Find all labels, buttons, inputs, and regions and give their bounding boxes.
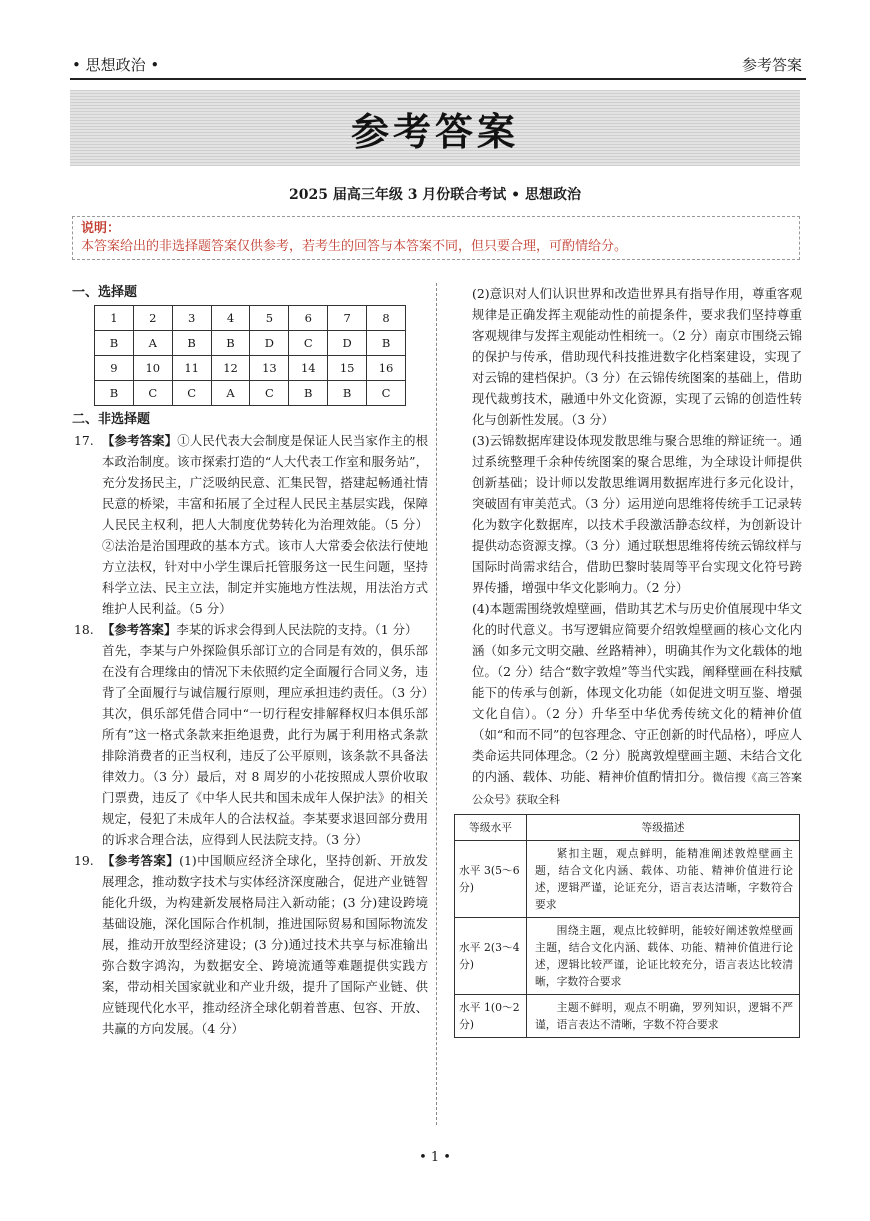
grade-level: 水平 2(3～4 分) (455, 918, 527, 995)
answer-text: (1)中国顺应经济全球化，坚持创新、开放发展理念，推动数字技术与实体经济深度融合，促进产业链智能化升级，为构建新发展格局注入新动能；(3 分)建设跨境基础设施，深化国际合作机制，推进国际贸易和国际物流发展，推动开放型经济建设；(3 分)通过技术共享与标准输出弥合数字鸿沟，为数据安全、跨境流通等难题提供实践方案，带动相关国家就业和产业升级，提升了国际产业链、供应链现代化水平，推动经济全球化朝着普惠、包容、开放、共赢的方向发展。（4 分） (102, 853, 428, 1036)
table-cell: D (328, 331, 367, 356)
answer-tag: 【参考答案】 (102, 433, 178, 448)
table-cell: 7 (328, 306, 367, 331)
column-divider (436, 283, 437, 1125)
table-cell: B (211, 331, 250, 356)
exam-title: 2025 届高三年级 3 月份联合考试 • 思想政治 (288, 187, 582, 203)
table-cell: 3 (172, 306, 211, 331)
question-19-answer (72, 850, 428, 1039)
answer-text: ①人民代表大会制度是保证人民当家作主的根本政治制度。该市探索打造的“人大代表工作室和服务站”，充分发扬民主，广泛吸纳民意、汇集民智，搭建起畅通社情民意的桥梁，丰富和拓展了全过程人民民主基层实践，保障人民民主权利，把人大制度优势转化为治理效能。（5 分）②法治是治国理政的基本方式。该市人大常委会依法行使地方立法权，针对中小学生课后托管服务这一民生问题，坚持科学立法、民主立法，制定并实施地方性法规，用法治方式维护人民利益。（5 分） (102, 433, 429, 616)
answer-tag: 【参考答案】 (102, 622, 177, 637)
left-column (72, 283, 428, 1039)
table-cell: 8 (367, 306, 406, 331)
table-cell: D (250, 331, 289, 356)
answer-text: 李某的诉求会得到人民法院的支持。（1 分） (176, 622, 418, 637)
table-cell: 13 (250, 356, 289, 381)
page-number: • 1 • (419, 1150, 451, 1165)
table-cell: 2 (133, 306, 172, 331)
grade-level: 水平 1(0～2 分) (455, 995, 527, 1038)
table-cell: C (172, 381, 211, 406)
header-description: 等级描述 (527, 815, 800, 841)
question-number: 18. (74, 622, 94, 637)
table-cell: 5 (250, 306, 289, 331)
table-cell: 14 (289, 356, 328, 381)
note-text: 本答案给出的非选择题答案仅供参考，若考生的回答与本答案不同，但只要合理，可酌情给分。 (81, 239, 628, 254)
table-cell: C (250, 381, 289, 406)
question-19-part-4 (446, 598, 802, 810)
table-cell: B (367, 331, 406, 356)
table-cell: 11 (172, 356, 211, 381)
question-19-part-2: (2)意识对人们认识世界和改造世界具有指导作用，尊重客观规律是正确发挥主观能动性的前提条件，要求我们坚持尊重客观规律与发挥主观能动性相统一。（2 分）南京市围绕云锦的保护与传承，借助现代科技推进数字化档案建设，实现了对云锦的建档保护。（3 分）在云锦传统图案的基础上，借助现代裁剪技术，融通中外文化资源，实现了云锦的创造性转化与创新性发展。（3 分） (472, 286, 802, 427)
table-cell: 4 (211, 306, 250, 331)
table-cell: 9 (95, 356, 134, 381)
table-cell: B (289, 381, 328, 406)
title-banner (70, 90, 800, 166)
banner-title: 参考答案 (350, 109, 519, 154)
question-18-answer (72, 619, 428, 640)
table-cell: 12 (211, 356, 250, 381)
table-row (95, 381, 406, 406)
table-cell: 15 (328, 356, 367, 381)
grade-level: 水平 3(5～6 分) (455, 841, 527, 918)
part-4-text: (4)本题需围绕敦煌壁画，借助其艺术与历史价值展现中华文化的时代意义。书写逻辑应简要介绍敦煌壁画的核心文化内涵（如多元文明交融、丝路精神），明确其作为文化载体的地位。（2 分）结合“数字敦煌”等当代实践，阐释壁画在科技赋能下的传承与创新，体现文化功能（如促进文明互鉴、增强文化自信）。（2 分）升华至中华优秀传统文化的精神价值（如“和而不同”的包容理念、守正创新的时代品格），呼应人类命运共同体理念。（2 分）脱离敦煌壁画主题、未结合文化的内涵、载体、功能、精神价值酌情扣分。 (472, 601, 802, 784)
table-cell: 6 (289, 306, 328, 331)
table-row (455, 841, 800, 918)
grade-description: 主题不鲜明，观点不明确，罗列知识，逻辑不严谨，语言表达不清晰，字数不符合要求 (527, 995, 800, 1038)
section-subjective-title: 二、非选择题 (72, 412, 151, 427)
grade-description: 围绕主题，观点比较鲜明，能较好阐述敦煌壁画主题，结合文化内涵、载体、功能、精神价值进行论述，逻辑比较严谨，论证比较充分，语言表达比较清晰，字数符合要求 (527, 918, 800, 995)
table-header-row (455, 815, 800, 841)
note-label: 说明： (81, 221, 121, 236)
question-number: 19. (74, 853, 94, 868)
table-cell: A (133, 331, 172, 356)
table-cell: C (367, 381, 406, 406)
choice-answer-table (94, 305, 406, 406)
answer-tag: 【参考答案】 (102, 853, 180, 868)
grading-table (454, 814, 800, 1038)
table-cell: B (328, 381, 367, 406)
table-cell: B (95, 331, 134, 356)
question-18-body: 首先，李某与户外探险俱乐部订立的合同是有效的，俱乐部在没有合理缘由的情况下未依照约定全面履行合同义务，违背了全面履行与诚信履行原则，理应承担违约责任。（3 分）其次，俱乐部凭借合同中“一切行程安排解释权归本俱乐部所有”这一格式条款来拒绝退费，此行为属于利用格式条款排除消费者的正当权利，违反了公平原则，该条款不具备法律效力。（3 分）最后，对 8 周岁的小花按照成人票价收取门票费，违反了《中华人民共和国未成年人保护法》的相关规定，侵犯了未成年人的合法权益。李某要求退回部分费用的诉求合理合法，应得到人民法院支持。（3 分） (102, 643, 428, 847)
table-row (95, 356, 406, 381)
table-cell: A (211, 381, 250, 406)
question-17-answer (72, 430, 428, 619)
header-subject: • 思想政治 • (72, 56, 160, 74)
table-cell: 1 (95, 306, 134, 331)
table-cell: 10 (133, 356, 172, 381)
table-cell: B (95, 381, 134, 406)
header-rule (70, 78, 806, 80)
header-answer-label: 参考答案 (741, 56, 802, 74)
section-choice-title: 一、选择题 (72, 285, 138, 300)
table-row (95, 331, 406, 356)
table-row (95, 306, 406, 331)
table-cell: 16 (367, 356, 406, 381)
table-cell: C (289, 331, 328, 356)
note-box (72, 216, 800, 260)
question-number: 17. (74, 433, 94, 448)
table-row (455, 995, 800, 1038)
table-row (455, 918, 800, 995)
table-cell: B (172, 331, 211, 356)
wechat-note: 微信搜《高三答案公众号》获取全科 (472, 771, 803, 806)
header-level: 等级水平 (455, 815, 527, 841)
right-column (446, 283, 802, 1038)
table-cell: C (133, 381, 172, 406)
question-19-part-3: (3)云锦数据库建设体现发散思维与聚合思维的辩证统一。通过系统整理千余种传统图案的聚合思维，为全球设计师提供创新基础；设计师以发散思维调用数据库进行多元化设计，突破固有审美范式。（3 分）运用逆向思维将传统手工记录转化为数字化数据库，以技术手段激活静态纹样，为创新设计提供动态资源支撑。（3 分）通过联想思维将传统云锦纹样与国际时尚需求结合，借助巴黎时装周等平台实现文化符号跨界传播，增强中华文化影响力。（2 分） (472, 433, 802, 595)
grade-description: 紧扣主题，观点鲜明，能精准阐述敦煌壁画主题，结合文化内涵、载体、功能、精神价值进行论述，逻辑严谨，论证充分，语言表达清晰，字数符合要求 (527, 841, 800, 918)
